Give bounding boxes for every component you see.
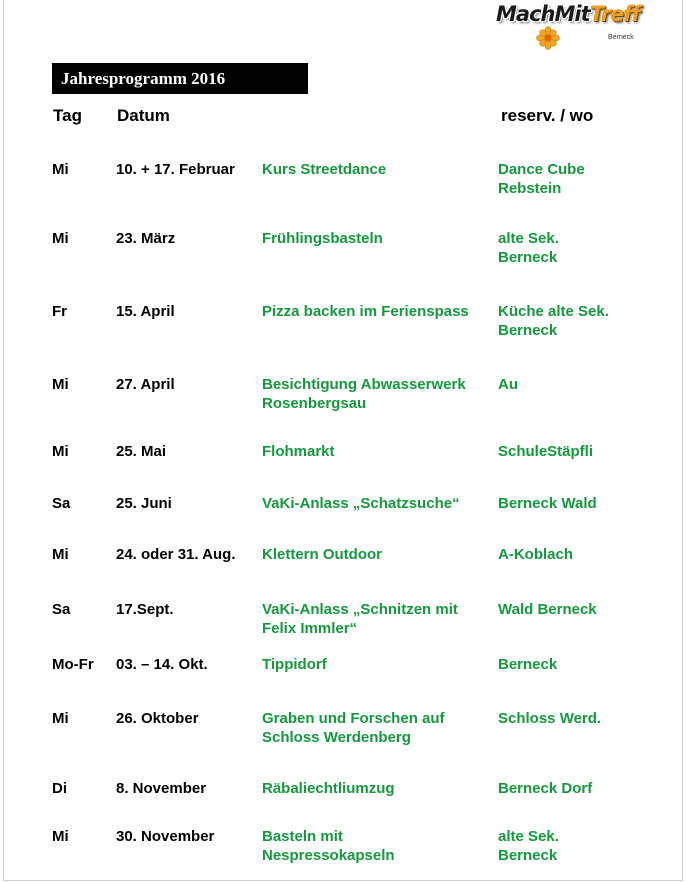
row-tag: Mi [52,443,69,460]
row-event: Pizza backen im Ferienspass [262,303,469,320]
column-header-datum: Datum [117,106,170,125]
row-event: VaKi-Anlass „Schnitzen mit Felix Immler“ [262,601,458,637]
row-place: alte Sek. Berneck [498,828,559,864]
row-datum: 03. – 14. Okt. [116,656,208,673]
row-tag: Di [52,780,67,797]
row-event: Räbaliechtliumzug [262,780,395,797]
row-datum: 17.Sept. [116,601,174,618]
flower-icon [536,26,560,50]
row-datum: 10. + 17. Februar [116,161,235,178]
row-datum: 25. Mai [116,443,167,460]
row-place: Berneck Wald [498,495,597,512]
row-event: Basteln mit Nespressokapseln [262,828,395,864]
row-datum: 23. März [116,230,176,247]
row-place: Wald Berneck [498,601,597,618]
row-datum: 25. Juni [116,495,172,512]
row-place: Küche alte Sek. Berneck [498,303,609,339]
row-datum: 8. November [116,780,207,797]
logo-text [496,2,640,26]
row-tag: Mi [52,161,69,178]
row-event: Flohmarkt [262,443,335,460]
row-place: SchuleStäpfli [498,443,594,460]
machmittreff-logo [494,2,644,52]
row-place: A-Koblach [498,546,573,563]
row-event: Tippidorf [262,656,327,673]
row-tag: Sa [52,601,71,618]
row-event: Kurs Streetdance [262,161,387,178]
row-datum: 27. April [116,376,175,393]
row-tag: Mi [52,710,69,727]
logo-text-b: Treff [589,2,640,26]
row-tag: Mo-Fr [52,656,94,673]
column-header-ort: reserv. / wo [501,106,594,125]
row-event: Graben und Forschen auf Schloss Werdenberg [262,710,445,746]
row-place: Dance Cube Rebstein [498,161,585,197]
row-tag: Mi [52,546,69,563]
page-border [3,0,683,881]
row-event: Klettern Outdoor [262,546,382,563]
row-place: Au [498,376,518,393]
column-header-tag: Tag [53,106,82,125]
row-tag: Sa [52,495,71,512]
row-tag: Mi [52,376,69,393]
row-event: VaKi-Anlass „Schatzsuche“ [262,495,460,512]
row-datum: 24. oder 31. Aug. [116,546,236,563]
row-tag: Mi [52,230,69,247]
row-tag: Mi [52,828,69,845]
row-datum: 30. November [116,828,215,845]
logo-subtitle: Berneck [608,34,634,41]
row-datum: 26. Oktober [116,710,199,727]
row-place: Berneck Dorf [498,780,593,797]
row-event: Frühlingsbasteln [262,230,383,247]
row-event: Besichtigung Abwasserwerk Rosenbergsau [262,376,466,412]
row-place: Berneck [498,656,558,673]
row-place: Schloss Werd. [498,710,602,727]
row-place: alte Sek. Berneck [498,230,559,266]
row-datum: 15. April [116,303,175,320]
page-title: Jahresprogramm 2016 [52,63,308,94]
logo-text-a: MachMit [496,2,590,26]
row-tag: Fr [52,303,67,320]
